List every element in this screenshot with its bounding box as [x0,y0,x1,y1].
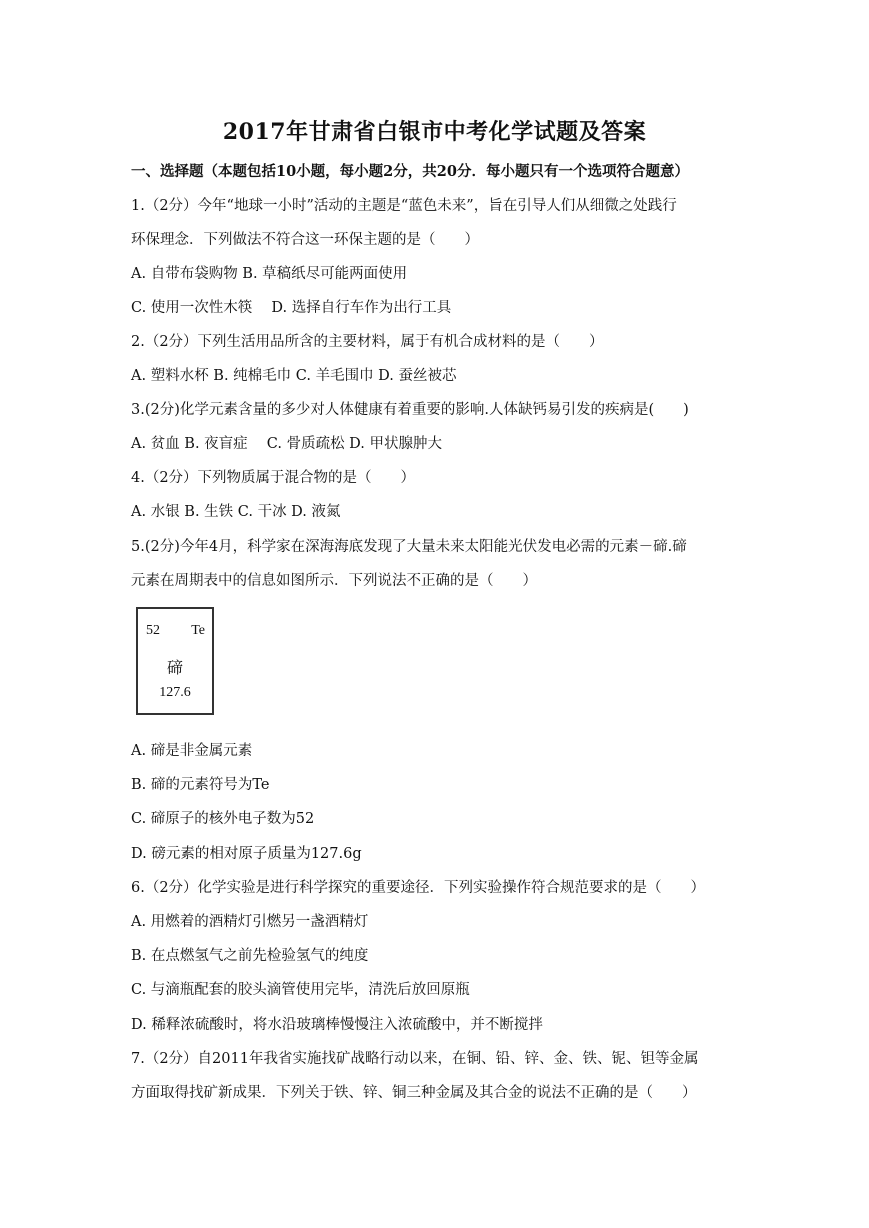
option-line: C. 使用一次性木筷 D. 选择自行车作为出行工具 [131,300,452,316]
question-line: 6.（2分）化学实验是进行科学探究的重要途径．下列实验操作符合规范要求的是（ ） [131,880,706,896]
option-line: D. 稀释浓硫酸时，将水沿玻璃棒慢慢注入浓硫酸中，并不断搅拌 [131,1017,543,1033]
option-line: B. 在点燃氢气之前先检验氢气的纯度 [131,948,369,964]
question-line: 1.（2分）今年“地球一小时”活动的主题是“蓝色未来”，旨在引导人们从细微之处践行 [131,198,677,214]
section-heading: 一、选择题（本题包括10小题，每小题2分，共20分．每小题只有一个选项符合题意） [131,163,689,180]
option-line: C. 与滴瓶配套的胶头滴管使用完毕，清洗后放回原瓶 [131,982,470,998]
question-line: 4.（2分）下列物质属于混合物的是（ ） [131,470,416,486]
atomic-number: 52 [146,623,160,638]
option-line: A. 用燃着的酒精灯引燃另一盏酒精灯 [131,914,369,930]
option-line: C. 碲原子的核外电子数为52 [131,811,315,827]
option-line: A. 自带布袋购物 B. 草稿纸尽可能两面使用 [131,266,408,282]
option-line: B. 碲的元素符号为Te [131,777,270,793]
question-line: 7.（2分）自2011年我省实施找矿战略行动以来，在铜、铅、锌、金、铁、铌、钽等金属 [131,1051,699,1067]
option-line: A. 水银 B. 生铁 C. 干冰 D. 液氮 [131,504,341,520]
element-symbol: Te [191,623,205,638]
option-line: A. 贫血 B. 夜盲症 C. 骨质疏松 D. 甲状腺肿大 [131,436,443,452]
question-line: 5.(2分)今年4月，科学家在深海海底发现了大量未来太阳能光伏发电必需的元素－碲.碲 [131,539,687,555]
element-name: 碲 [166,660,183,677]
option-line: A. 塑料水杯 B. 纯棉毛巾 C. 羊毛围巾 D. 蚕丝被芯 [131,368,457,384]
question-line: 环保理念．下列做法不符合这一环保主题的是（ ） [131,232,479,248]
question-line: 元素在周期表中的信息如图所示．下列说法不正确的是（ ） [131,573,537,589]
question-line: 方面取得找矿新成果．下列关于铁、锌、铜三种金属及其合金的说法不正确的是（ ） [131,1085,697,1101]
option-line: D. 磅元素的相对原子质量为127.6g [131,846,362,862]
question-line: 2.（2分）下列生活用品所含的主要材料，属于有机合成材料的是（ ） [131,334,604,350]
question-line: 3.(2分)化学元素含量的多少对人体健康有着重要的影响.人体缺钙易引发的疾病是( ) [131,402,689,418]
atomic-mass: 127.6 [159,685,191,700]
page-title: 2017年甘肃省白银市中考化学试题及答案 [222,119,647,145]
option-line: A. 碲是非金属元素 [131,743,253,759]
periodic-table-tile [136,607,214,715]
